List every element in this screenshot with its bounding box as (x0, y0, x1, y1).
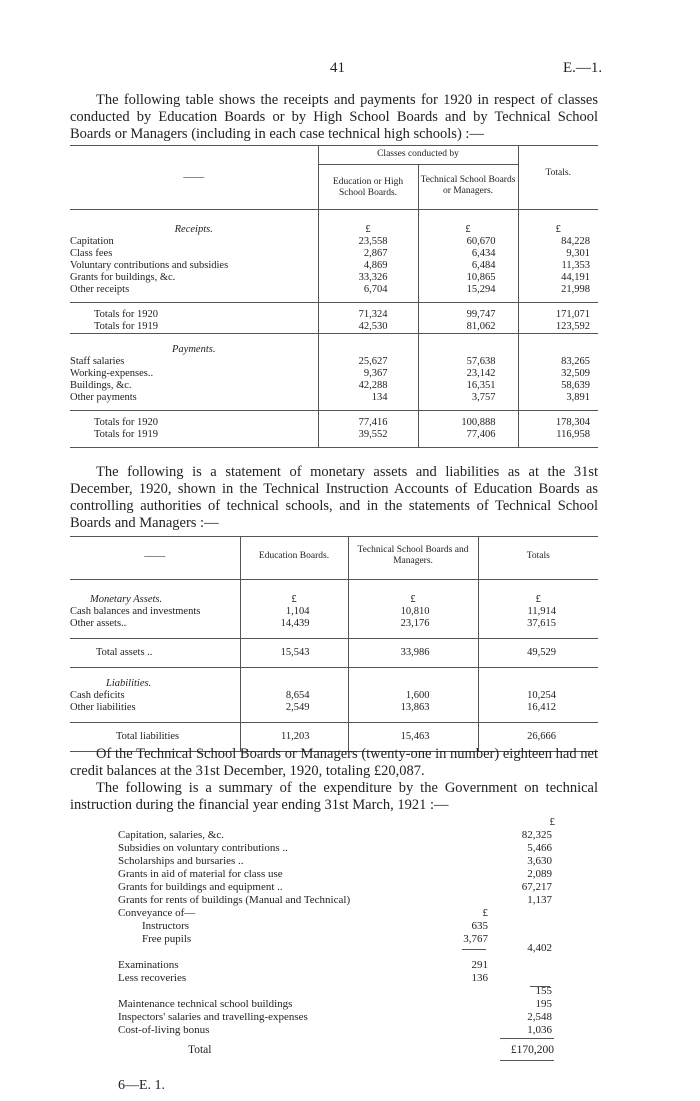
table1-col-technical: Technical School Boards or Managers. (418, 165, 518, 210)
summary-item: Subsidies on voluntary contributions .. (118, 842, 288, 854)
summary-value: 195 (535, 998, 552, 1010)
row-label: Totals for 1920 (94, 417, 159, 428)
currency-mark: £ (478, 580, 598, 607)
currency-mark: £ (482, 907, 488, 919)
examinations-net: 155 (535, 985, 552, 997)
summary-value: 82,325 (521, 829, 552, 841)
summary-value: 2,089 (527, 868, 552, 880)
examinations-value: 291 (471, 959, 488, 971)
credit-balances-paragraph: Of the Technical School Boards or Managers (twenty-one in number) eighteen had net credit balances at the 31st December, 1920, totaling £20,087. (70, 746, 598, 779)
recoveries-label: Less recoveries (118, 972, 187, 984)
table-row: Capitation 23,558 60,670 84,228 (70, 236, 598, 248)
table1-col-totals: Totals. (518, 146, 598, 210)
instructors-value: 635 (471, 920, 488, 932)
row-label: Grants for buildings, &c. (70, 272, 176, 283)
table-row: Totals for 1920 77,416 100,888 178,304 (70, 411, 598, 430)
assets-intro-paragraph: The following is a statement of monetary assets and liabilities as at the 31st December, 1920, shown in the Technical Instruction Accounts of Education Boards as controlling authorities of technical schools, and in the statements of Technical School Boards and Managers :— (70, 464, 598, 531)
conveyance-total: 4,402 (527, 942, 552, 954)
recoveries-value: 136 (471, 972, 488, 984)
table-row: Other receipts 6,704 15,294 21,998 (70, 284, 598, 303)
table-row: Buildings, &c. 42,288 16,351 58,639 (70, 380, 598, 392)
assets-liabilities-table (70, 536, 598, 752)
table-row: Cash deficits 8,654 1,600 10,254 (70, 690, 598, 702)
table-row: Staff salaries 25,627 57,638 83,265 (70, 356, 598, 368)
row-label: Totals for 1920 (94, 309, 159, 320)
table-row: Class fees 2,867 6,434 9,301 (70, 248, 598, 260)
currency-mark: £ (549, 816, 555, 828)
receipts-heading: Receipts. (174, 224, 213, 235)
table2-col-totals: Totals (478, 537, 598, 580)
subtotal-rule (462, 949, 486, 950)
footer-reference: 6—E. 1. (118, 1078, 166, 1093)
table-row: Grants for buildings, &c. 33,326 10,865 44,191 (70, 272, 598, 284)
table-row: Total assets .. 15,543 33,986 49,529 (70, 639, 598, 668)
summary-item: Inspectors' salaries and travelling-expenses (118, 1011, 308, 1023)
monetary-assets-heading: Monetary Assets. (90, 594, 163, 605)
page-number: 41 (330, 60, 345, 76)
currency-mark: £ (348, 580, 478, 607)
row-label: Buildings, &c. (70, 380, 132, 391)
row-label: Staff salaries (70, 356, 125, 367)
summary-item: Grants for rents of buildings (Manual and Technical) (118, 894, 351, 906)
row-label: Totals for 1919 (94, 429, 159, 440)
table2-col-technical: Technical School Boards and Managers. (348, 537, 478, 580)
intro-paragraph: The following table shows the receipts and payments for 1920 in respect of classes conducted by Education Boards or by High School Boards and by Technical School Boards or Managers (including in each case technical high schools) :— (70, 92, 598, 142)
summary-item: Maintenance technical school buildings (118, 998, 293, 1010)
table-row: Totals for 1919 42,530 81,062 123,592 (70, 321, 598, 334)
table-row: Other assets.. 14,439 23,176 37,615 (70, 618, 598, 639)
summary-item: Grants for buildings and equipment .. (118, 881, 283, 893)
document-reference: E.—1. (563, 60, 603, 76)
summary-item: Cost-of-living bonus (118, 1024, 210, 1036)
examinations-label: Examinations (118, 959, 179, 971)
payments-heading: Payments. (70, 334, 318, 357)
row-label: Working-expenses.. (70, 368, 154, 379)
table1-blank-header: —— (70, 146, 318, 210)
total-value: £170,200 (510, 1044, 554, 1056)
summary-value: 1,137 (527, 894, 552, 906)
free-pupils-value: 3,767 (463, 933, 488, 945)
table2-col-education: Education Boards. (240, 537, 348, 580)
table2-blank-header: —— (70, 537, 240, 580)
currency-mark: £ (240, 580, 348, 607)
row-label: Totals for 1919 (94, 321, 159, 332)
table-row: Totals for 1919 39,552 77,406 116,958 (70, 429, 598, 448)
total-rule (500, 1038, 554, 1039)
liabilities-heading: Liabilities. (106, 678, 152, 689)
currency-mark: £ (518, 210, 598, 237)
table-row: Totals for 1920 71,324 99,747 171,071 (70, 303, 598, 322)
row-label: Voluntary contributions and subsidies (70, 260, 229, 271)
receipts-payments-table (70, 145, 598, 448)
summary-item: Scholarships and bursaries .. (118, 855, 244, 867)
row-label: Other payments (70, 392, 137, 403)
table-row: Voluntary contributions and subsidies 4,869 6,484 11,353 (70, 260, 598, 272)
summary-value: 2,548 (527, 1011, 552, 1023)
table-row: Total liabilities 11,203 15,463 26,666 (70, 723, 598, 752)
free-pupils-label: Free pupils (142, 933, 192, 945)
table1-group-header: Classes conducted by (318, 146, 518, 165)
summary-value: 67,217 (521, 881, 552, 893)
summary-item: Grants in aid of material for class use (118, 868, 283, 880)
summary-value: 1,036 (527, 1024, 552, 1036)
summary-value: 3,630 (527, 855, 552, 867)
total-label: Total (188, 1044, 212, 1056)
summary-value: 5,466 (527, 842, 552, 854)
currency-mark: £ (318, 210, 418, 237)
table-row: Other payments 134 3,757 3,891 (70, 392, 598, 411)
row-label: Other receipts (70, 284, 130, 295)
instructors-label: Instructors (142, 920, 190, 932)
summary-item: Capitation, salaries, &c. (118, 829, 224, 841)
conveyance-label: Conveyance of— (118, 907, 196, 919)
table-row: Working-expenses.. 9,367 23,142 32,509 (70, 368, 598, 380)
total-rule (500, 1060, 554, 1061)
table-row: Other liabilities 2,549 13,863 16,412 (70, 702, 598, 723)
row-label: Class fees (70, 248, 113, 259)
table-row: Cash balances and investments 1,104 10,810 11,914 (70, 606, 598, 618)
currency-mark: £ (418, 210, 518, 237)
table1-col-education: Education or High School Boards. (318, 165, 418, 210)
expenditure-intro-paragraph: The following is a summary of the expenditure by the Government on technical instruction during the financial year ending 31st March, 1921 :— (70, 780, 598, 813)
row-label: Capitation (70, 236, 114, 247)
